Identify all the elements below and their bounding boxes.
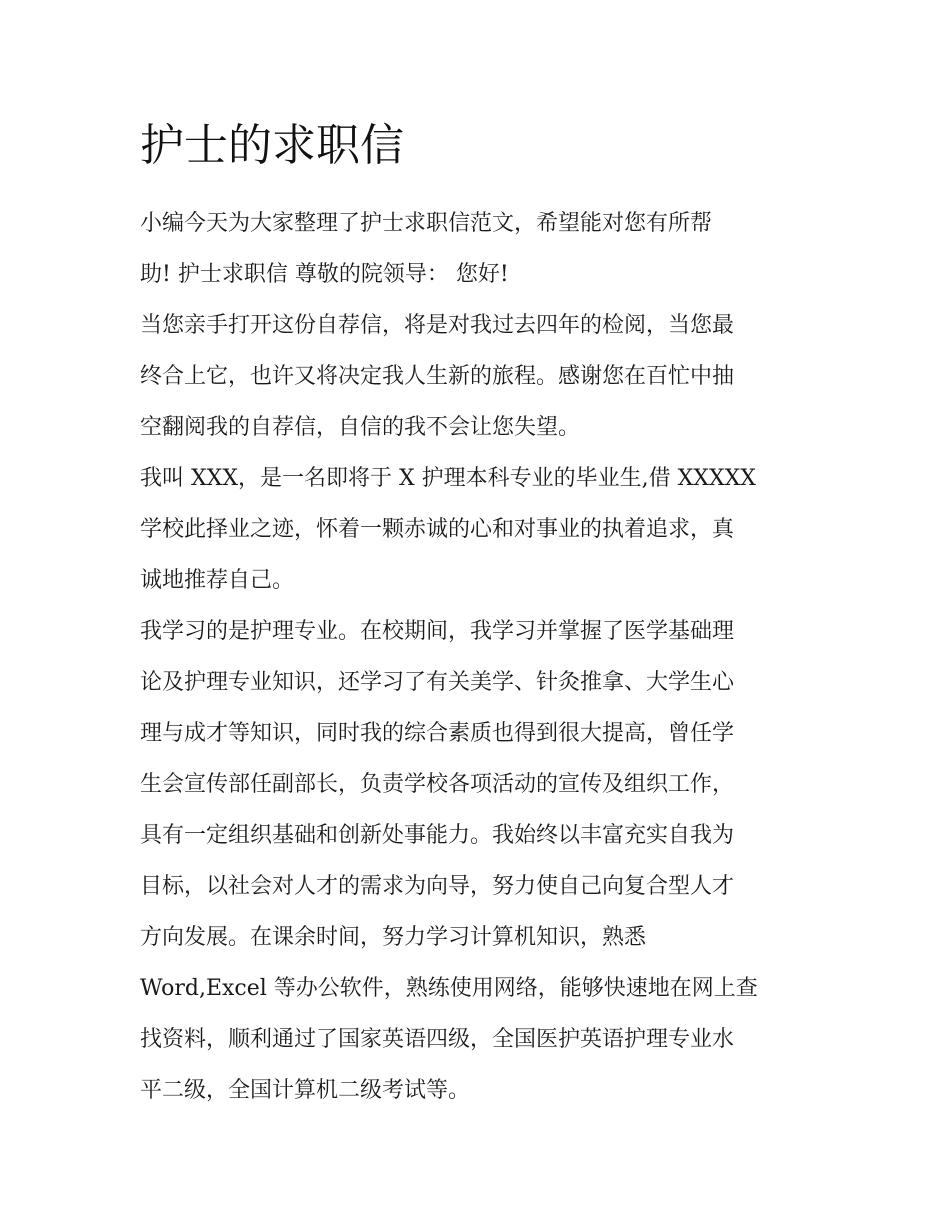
page-title: 护士的求职信: [140, 120, 404, 171]
letter-body: [140, 198, 820, 1116]
text-line: 空翻阅我的自荐信，自信的我不会让您失望。: [140, 415, 581, 440]
text-line: 找资料，顺利通过了国家英语四级，全国医护英语护理专业水: [140, 1027, 735, 1052]
text-line: 助! 护士求职信 尊敬的院领导： 您好!: [140, 262, 509, 287]
text-line: Word,Excel 等办公软件，熟练使用网络，能够快速地在网上查: [140, 976, 758, 1001]
text-line: 平二级，全国计算机二级考试等。: [140, 1078, 471, 1103]
text-line: 我叫 XXX，是一名即将于 X 护理本科专业的毕业生,借 XXXXX: [140, 466, 756, 491]
text-line: 当您亲手打开这份自荐信，将是对我过去四年的检阅，当您最: [140, 313, 735, 338]
text-line: 学校此择业之迹，怀着一颗赤诚的心和对事业的执着追求，真: [140, 517, 735, 542]
text-line: 目标，以社会对人才的需求为向导，努力使自己向复合型人才: [140, 874, 735, 899]
text-line: 终合上它，也许又将决定我人生新的旅程。感谢您在百忙中抽: [140, 364, 735, 389]
text-line: 我学习的是护理专业。在校期间，我学习并掌握了医学基础理: [140, 619, 735, 644]
text-line: 生会宣传部任副部长，负责学校各项活动的宣传及组织工作，: [140, 772, 735, 797]
text-line: 方向发展。在课余时间，努力学习计算机知识，熟悉: [140, 925, 647, 950]
text-line: 理与成才等知识，同时我的综合素质也得到很大提高，曾任学: [140, 721, 735, 746]
text-line: 小编今天为大家整理了护士求职信范文，希望能对您有所帮: [140, 211, 713, 236]
text-line: 诚地推荐自己。: [140, 568, 295, 593]
text-line: 具有一定组织基础和创新处事能力。我始终以丰富充实自我为: [140, 823, 735, 848]
text-line: 论及护理专业知识，还学习了有关美学、针灸推拿、大学生心: [140, 670, 735, 695]
